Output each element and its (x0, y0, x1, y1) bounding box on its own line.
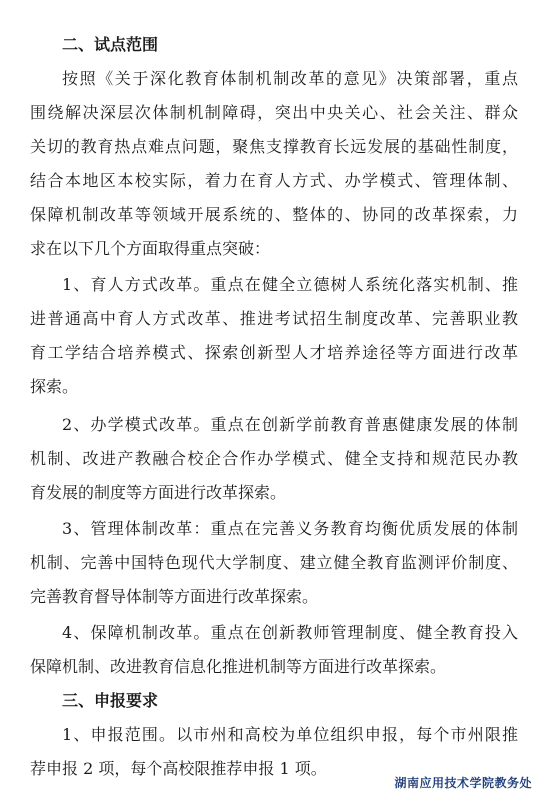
text-line: 1、申报范围。以市州和高校为单位组织申报，每个市州限推 (62, 725, 518, 744)
text-line: 荐申报 2 项，每个高校限推荐申报 1 项。 (30, 759, 327, 778)
paragraph-intro (30, 62, 518, 266)
text-line: 1、育人方式改革。重点在健全立德树人系统化落实机制、推 (62, 275, 518, 294)
text-line: 保障机制、改进教育信息化推进机制等方面进行改革探索。 (30, 657, 447, 676)
text-line: 育发展的制度等方面进行改革探索。 (30, 483, 287, 502)
paragraph-item-2-school-model (30, 408, 518, 510)
text-line: 4、保障机制改革。重点在创新教师管理制度、健全教育投入 (62, 623, 518, 642)
paragraph-item-3-management-system (30, 512, 518, 614)
text-line: 3、管理体制改革：重点在完善义务教育均衡优质发展的体制 (62, 519, 518, 538)
text-line: 完善教育督导体制等方面进行改革探索。 (30, 587, 319, 606)
text-line: 育工学结合培养模式、探索创新型人才培养途径等方面进行改革 (30, 343, 518, 362)
section-heading-application-requirements: 三、申报要求 (62, 691, 159, 710)
text-line: 保障机制改革等领域开展系统的、整体的、协同的改革探索，力 (30, 205, 518, 224)
text-line: 按照《关于深化教育体制机制改革的意见》决策部署，重点 (62, 69, 518, 88)
text-line: 机制、完善中国特色现代大学制度、建立健全教育监测评价制度、 (30, 553, 518, 572)
text-line: 探索。 (30, 377, 79, 396)
section-heading-pilot-scope: 二、试点范围 (62, 35, 159, 54)
text-line: 求在以下几个方面取得重点突破： (30, 239, 271, 258)
watermark-source-label: 湖南应用技术学院教务处 (394, 776, 532, 790)
text-line: 围绕解决深层次体制机制障碍，突出中央关心、社会关注、群众 (30, 103, 518, 122)
text-line: 2、办学模式改革。重点在创新学前教育普惠健康发展的体制 (62, 415, 518, 434)
text-line: 关切的教育热点难点问题，聚焦支撑教育长远发展的基础性制度， (30, 137, 518, 156)
text-line: 机制、改进产教融合校企合作办学模式、健全支持和规范民办教 (30, 449, 518, 468)
paragraph-item-4-safeguard-mechanism (30, 616, 518, 684)
document-body (30, 28, 518, 786)
text-line: 结合本地区本校实际，着力在育人方式、办学模式、管理体制、 (30, 171, 518, 190)
paragraph-item-1-education-method (30, 268, 518, 404)
text-line: 进普通高中育人方式改革、推进考试招生制度改革、完善职业教 (30, 309, 518, 328)
